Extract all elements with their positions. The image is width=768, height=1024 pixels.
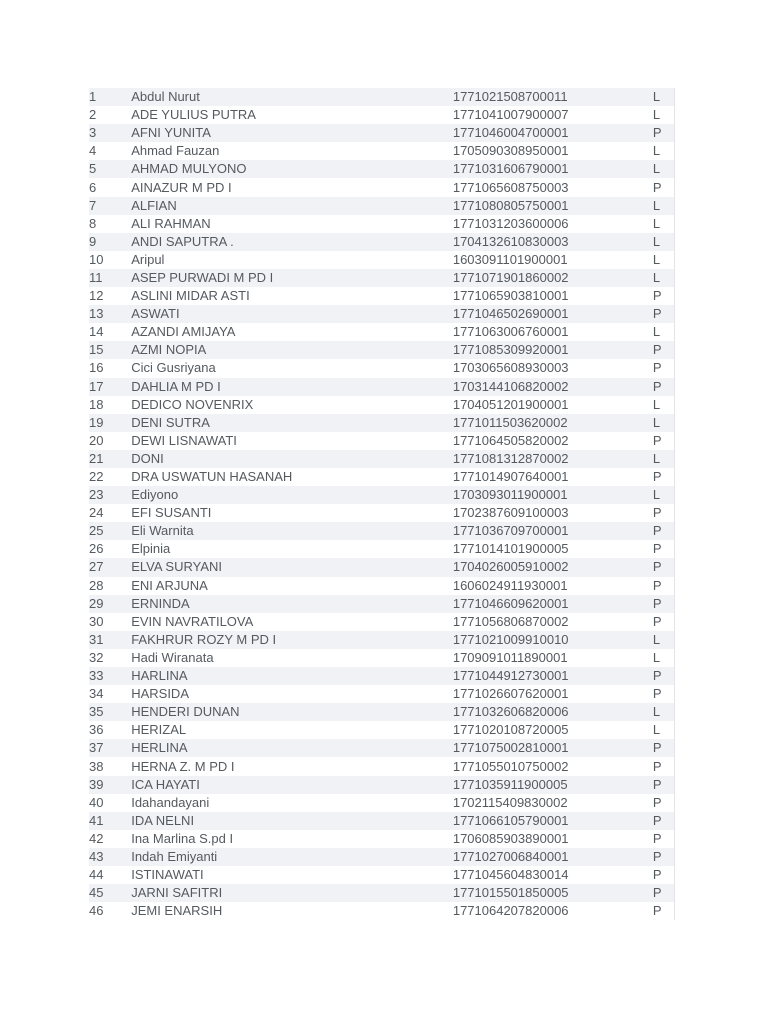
id-number: 1771064207820006 bbox=[453, 902, 653, 920]
id-number: 1771014101900005 bbox=[453, 540, 653, 558]
table-row bbox=[89, 396, 675, 414]
row-number: 38 bbox=[89, 757, 131, 775]
gender-code: P bbox=[653, 848, 675, 866]
person-name: Hadi Wiranata bbox=[131, 649, 453, 667]
person-name: DENI SUTRA bbox=[131, 414, 453, 432]
person-name: Cici Gusriyana bbox=[131, 359, 453, 377]
id-number: 1771035911900005 bbox=[453, 776, 653, 794]
gender-code: L bbox=[653, 215, 675, 233]
table-row bbox=[89, 830, 675, 848]
row-number: 9 bbox=[89, 233, 131, 251]
person-name: HARLINA bbox=[131, 667, 453, 685]
table-row bbox=[89, 504, 675, 522]
person-name: DONI bbox=[131, 450, 453, 468]
person-name: ASLINI MIDAR ASTI bbox=[131, 287, 453, 305]
row-number: 24 bbox=[89, 504, 131, 522]
gender-code: L bbox=[653, 450, 675, 468]
gender-code: P bbox=[653, 812, 675, 830]
person-name: EFI SUSANTI bbox=[131, 504, 453, 522]
id-number: 1704026005910002 bbox=[453, 558, 653, 576]
row-number: 23 bbox=[89, 486, 131, 504]
row-number: 42 bbox=[89, 830, 131, 848]
gender-code: L bbox=[653, 142, 675, 160]
id-number: 1771021508700011 bbox=[453, 88, 653, 106]
table-row bbox=[89, 432, 675, 450]
table-row bbox=[89, 812, 675, 830]
row-number: 3 bbox=[89, 124, 131, 142]
id-number: 1771075002810001 bbox=[453, 739, 653, 757]
id-number: 1771071901860002 bbox=[453, 269, 653, 287]
person-name: ERNINDA bbox=[131, 595, 453, 613]
id-number: 1771015501850005 bbox=[453, 884, 653, 902]
person-name: Aripul bbox=[131, 251, 453, 269]
table-row bbox=[89, 902, 675, 920]
id-number: 1703093011900001 bbox=[453, 486, 653, 504]
gender-code: P bbox=[653, 287, 675, 305]
row-number: 16 bbox=[89, 359, 131, 377]
gender-code: P bbox=[653, 305, 675, 323]
gender-code: L bbox=[653, 269, 675, 287]
person-name: ALFIAN bbox=[131, 197, 453, 215]
row-number: 14 bbox=[89, 323, 131, 341]
row-number: 29 bbox=[89, 595, 131, 613]
person-name: Abdul Nurut bbox=[131, 88, 453, 106]
id-number: 1703144106820002 bbox=[453, 378, 653, 396]
id-number: 1771056806870002 bbox=[453, 613, 653, 631]
person-name: FAKHRUR ROZY M PD I bbox=[131, 631, 453, 649]
table-row bbox=[89, 522, 675, 540]
id-number: 1606024911930001 bbox=[453, 577, 653, 595]
id-number: 1703065608930003 bbox=[453, 359, 653, 377]
table-row bbox=[89, 106, 675, 124]
gender-code: P bbox=[653, 359, 675, 377]
table-row bbox=[89, 88, 675, 106]
gender-code: P bbox=[653, 739, 675, 757]
id-number: 1771064505820002 bbox=[453, 432, 653, 450]
row-number: 36 bbox=[89, 721, 131, 739]
person-name: ICA HAYATI bbox=[131, 776, 453, 794]
person-name: DRA USWATUN HASANAH bbox=[131, 468, 453, 486]
row-number: 8 bbox=[89, 215, 131, 233]
id-number: 1771036709700001 bbox=[453, 522, 653, 540]
gender-code: P bbox=[653, 685, 675, 703]
gender-code: L bbox=[653, 649, 675, 667]
row-number: 30 bbox=[89, 613, 131, 631]
person-name: Ina Marlina S.pd I bbox=[131, 830, 453, 848]
row-number: 25 bbox=[89, 522, 131, 540]
person-name: Ediyono bbox=[131, 486, 453, 504]
row-number: 34 bbox=[89, 685, 131, 703]
table-row bbox=[89, 215, 675, 233]
person-name: ASEP PURWADI M PD I bbox=[131, 269, 453, 287]
table-row bbox=[89, 667, 675, 685]
person-name: DAHLIA M PD I bbox=[131, 378, 453, 396]
table-row bbox=[89, 703, 675, 721]
row-number: 10 bbox=[89, 251, 131, 269]
row-number: 40 bbox=[89, 794, 131, 812]
row-number: 5 bbox=[89, 160, 131, 178]
row-number: 19 bbox=[89, 414, 131, 432]
row-number: 1 bbox=[89, 88, 131, 106]
person-name: Ahmad Fauzan bbox=[131, 142, 453, 160]
gender-code: P bbox=[653, 830, 675, 848]
person-name: AZMI NOPIA bbox=[131, 341, 453, 359]
table-row bbox=[89, 197, 675, 215]
table-row bbox=[89, 468, 675, 486]
gender-code: L bbox=[653, 486, 675, 504]
gender-code: L bbox=[653, 396, 675, 414]
row-number: 35 bbox=[89, 703, 131, 721]
gender-code: L bbox=[653, 721, 675, 739]
id-number: 1771085309920001 bbox=[453, 341, 653, 359]
person-name: IDA NELNI bbox=[131, 812, 453, 830]
table-row bbox=[89, 866, 675, 884]
gender-code: P bbox=[653, 341, 675, 359]
gender-code: L bbox=[653, 251, 675, 269]
gender-code: P bbox=[653, 540, 675, 558]
table-row bbox=[89, 142, 675, 160]
row-number: 15 bbox=[89, 341, 131, 359]
person-name: Indah Emiyanti bbox=[131, 848, 453, 866]
row-number: 4 bbox=[89, 142, 131, 160]
table-row bbox=[89, 414, 675, 432]
row-number: 32 bbox=[89, 649, 131, 667]
id-number: 1771080805750001 bbox=[453, 197, 653, 215]
table-row bbox=[89, 595, 675, 613]
gender-code: L bbox=[653, 233, 675, 251]
table-row bbox=[89, 378, 675, 396]
person-name: JEMI ENARSIH bbox=[131, 902, 453, 920]
table-row bbox=[89, 486, 675, 504]
id-number: 1704132610830003 bbox=[453, 233, 653, 251]
person-name: HERNA Z. M PD I bbox=[131, 757, 453, 775]
table-row bbox=[89, 649, 675, 667]
table-row bbox=[89, 757, 675, 775]
id-number: 1709091011890001 bbox=[453, 649, 653, 667]
person-name: ALI RAHMAN bbox=[131, 215, 453, 233]
table-row bbox=[89, 739, 675, 757]
person-name: AINAZUR M PD I bbox=[131, 178, 453, 196]
gender-code: P bbox=[653, 595, 675, 613]
table-row bbox=[89, 359, 675, 377]
gender-code: P bbox=[653, 178, 675, 196]
person-name: ADE YULIUS PUTRA bbox=[131, 106, 453, 124]
table-row bbox=[89, 305, 675, 323]
row-number: 13 bbox=[89, 305, 131, 323]
person-name: Eli Warnita bbox=[131, 522, 453, 540]
id-number: 1705090308950001 bbox=[453, 142, 653, 160]
gender-code: P bbox=[653, 432, 675, 450]
row-number: 22 bbox=[89, 468, 131, 486]
row-number: 39 bbox=[89, 776, 131, 794]
gender-code: L bbox=[653, 703, 675, 721]
table-row bbox=[89, 287, 675, 305]
row-number: 43 bbox=[89, 848, 131, 866]
table-row bbox=[89, 577, 675, 595]
row-number: 21 bbox=[89, 450, 131, 468]
table-row bbox=[89, 685, 675, 703]
gender-code: P bbox=[653, 522, 675, 540]
row-number: 7 bbox=[89, 197, 131, 215]
id-number: 1702387609100003 bbox=[453, 504, 653, 522]
gender-code: L bbox=[653, 88, 675, 106]
gender-code: P bbox=[653, 776, 675, 794]
gender-code: L bbox=[653, 414, 675, 432]
person-name: ENI ARJUNA bbox=[131, 577, 453, 595]
row-number: 31 bbox=[89, 631, 131, 649]
gender-code: P bbox=[653, 902, 675, 920]
person-name: ASWATI bbox=[131, 305, 453, 323]
table-row bbox=[89, 631, 675, 649]
row-number: 46 bbox=[89, 902, 131, 920]
id-number: 1603091101900001 bbox=[453, 251, 653, 269]
gender-code: P bbox=[653, 884, 675, 902]
gender-code: L bbox=[653, 106, 675, 124]
id-number: 1771011503620002 bbox=[453, 414, 653, 432]
id-number: 1702115409830002 bbox=[453, 794, 653, 812]
person-name: AZANDI AMIJAYA bbox=[131, 323, 453, 341]
person-name: HARSIDA bbox=[131, 685, 453, 703]
id-number: 1771020108720005 bbox=[453, 721, 653, 739]
row-number: 33 bbox=[89, 667, 131, 685]
table-row bbox=[89, 178, 675, 196]
id-number: 1771065903810001 bbox=[453, 287, 653, 305]
gender-code: P bbox=[653, 468, 675, 486]
id-number: 1771055010750002 bbox=[453, 757, 653, 775]
row-number: 41 bbox=[89, 812, 131, 830]
id-number: 1771046004700001 bbox=[453, 124, 653, 142]
person-name: ANDI SAPUTRA . bbox=[131, 233, 453, 251]
gender-code: P bbox=[653, 613, 675, 631]
gender-code: L bbox=[653, 160, 675, 178]
person-name: Elpinia bbox=[131, 540, 453, 558]
row-number: 17 bbox=[89, 378, 131, 396]
gender-code: P bbox=[653, 757, 675, 775]
person-name: HERLINA bbox=[131, 739, 453, 757]
row-number: 26 bbox=[89, 540, 131, 558]
id-number: 1771066105790001 bbox=[453, 812, 653, 830]
id-number: 1771045604830014 bbox=[453, 866, 653, 884]
roster-table bbox=[89, 88, 675, 920]
person-name: HERIZAL bbox=[131, 721, 453, 739]
gender-code: P bbox=[653, 124, 675, 142]
id-number: 1771026607620001 bbox=[453, 685, 653, 703]
roster-table-body bbox=[89, 88, 675, 920]
table-row bbox=[89, 450, 675, 468]
table-row bbox=[89, 558, 675, 576]
person-name: ELVA SURYANI bbox=[131, 558, 453, 576]
table-row bbox=[89, 124, 675, 142]
table-row bbox=[89, 269, 675, 287]
table-row bbox=[89, 251, 675, 269]
row-number: 44 bbox=[89, 866, 131, 884]
gender-code: P bbox=[653, 378, 675, 396]
id-number: 1771027006840001 bbox=[453, 848, 653, 866]
table-row bbox=[89, 613, 675, 631]
id-number: 1771081312870002 bbox=[453, 450, 653, 468]
row-number: 27 bbox=[89, 558, 131, 576]
gender-code: P bbox=[653, 794, 675, 812]
id-number: 1706085903890001 bbox=[453, 830, 653, 848]
table-row bbox=[89, 323, 675, 341]
row-number: 2 bbox=[89, 106, 131, 124]
id-number: 1704051201900001 bbox=[453, 396, 653, 414]
person-name: DEWI LISNAWATI bbox=[131, 432, 453, 450]
person-name: DEDICO NOVENRIX bbox=[131, 396, 453, 414]
gender-code: P bbox=[653, 667, 675, 685]
id-number: 1771046502690001 bbox=[453, 305, 653, 323]
id-number: 1771041007900007 bbox=[453, 106, 653, 124]
row-number: 11 bbox=[89, 269, 131, 287]
gender-code: P bbox=[653, 866, 675, 884]
person-name: ISTINAWATI bbox=[131, 866, 453, 884]
row-number: 18 bbox=[89, 396, 131, 414]
id-number: 1771046609620001 bbox=[453, 595, 653, 613]
id-number: 1771032606820006 bbox=[453, 703, 653, 721]
table-row bbox=[89, 884, 675, 902]
id-number: 1771014907640001 bbox=[453, 468, 653, 486]
table-row bbox=[89, 341, 675, 359]
row-number: 28 bbox=[89, 577, 131, 595]
table-row bbox=[89, 721, 675, 739]
id-number: 1771044912730001 bbox=[453, 667, 653, 685]
id-number: 1771063006760001 bbox=[453, 323, 653, 341]
gender-code: L bbox=[653, 197, 675, 215]
row-number: 20 bbox=[89, 432, 131, 450]
table-row bbox=[89, 848, 675, 866]
person-name: EVIN NAVRATILOVA bbox=[131, 613, 453, 631]
table-row bbox=[89, 776, 675, 794]
person-name: Idahandayani bbox=[131, 794, 453, 812]
gender-code: P bbox=[653, 504, 675, 522]
table-row bbox=[89, 160, 675, 178]
table-row bbox=[89, 233, 675, 251]
person-name: JARNI SAFITRI bbox=[131, 884, 453, 902]
gender-code: P bbox=[653, 558, 675, 576]
row-number: 6 bbox=[89, 178, 131, 196]
person-name: AHMAD MULYONO bbox=[131, 160, 453, 178]
gender-code: L bbox=[653, 631, 675, 649]
gender-code: L bbox=[653, 323, 675, 341]
table-row bbox=[89, 794, 675, 812]
table-row bbox=[89, 540, 675, 558]
person-name: AFNI YUNITA bbox=[131, 124, 453, 142]
person-name: HENDERI DUNAN bbox=[131, 703, 453, 721]
row-number: 12 bbox=[89, 287, 131, 305]
row-number: 45 bbox=[89, 884, 131, 902]
id-number: 1771065608750003 bbox=[453, 178, 653, 196]
id-number: 1771031606790001 bbox=[453, 160, 653, 178]
id-number: 1771021009910010 bbox=[453, 631, 653, 649]
gender-code: P bbox=[653, 577, 675, 595]
id-number: 1771031203600006 bbox=[453, 215, 653, 233]
row-number: 37 bbox=[89, 739, 131, 757]
